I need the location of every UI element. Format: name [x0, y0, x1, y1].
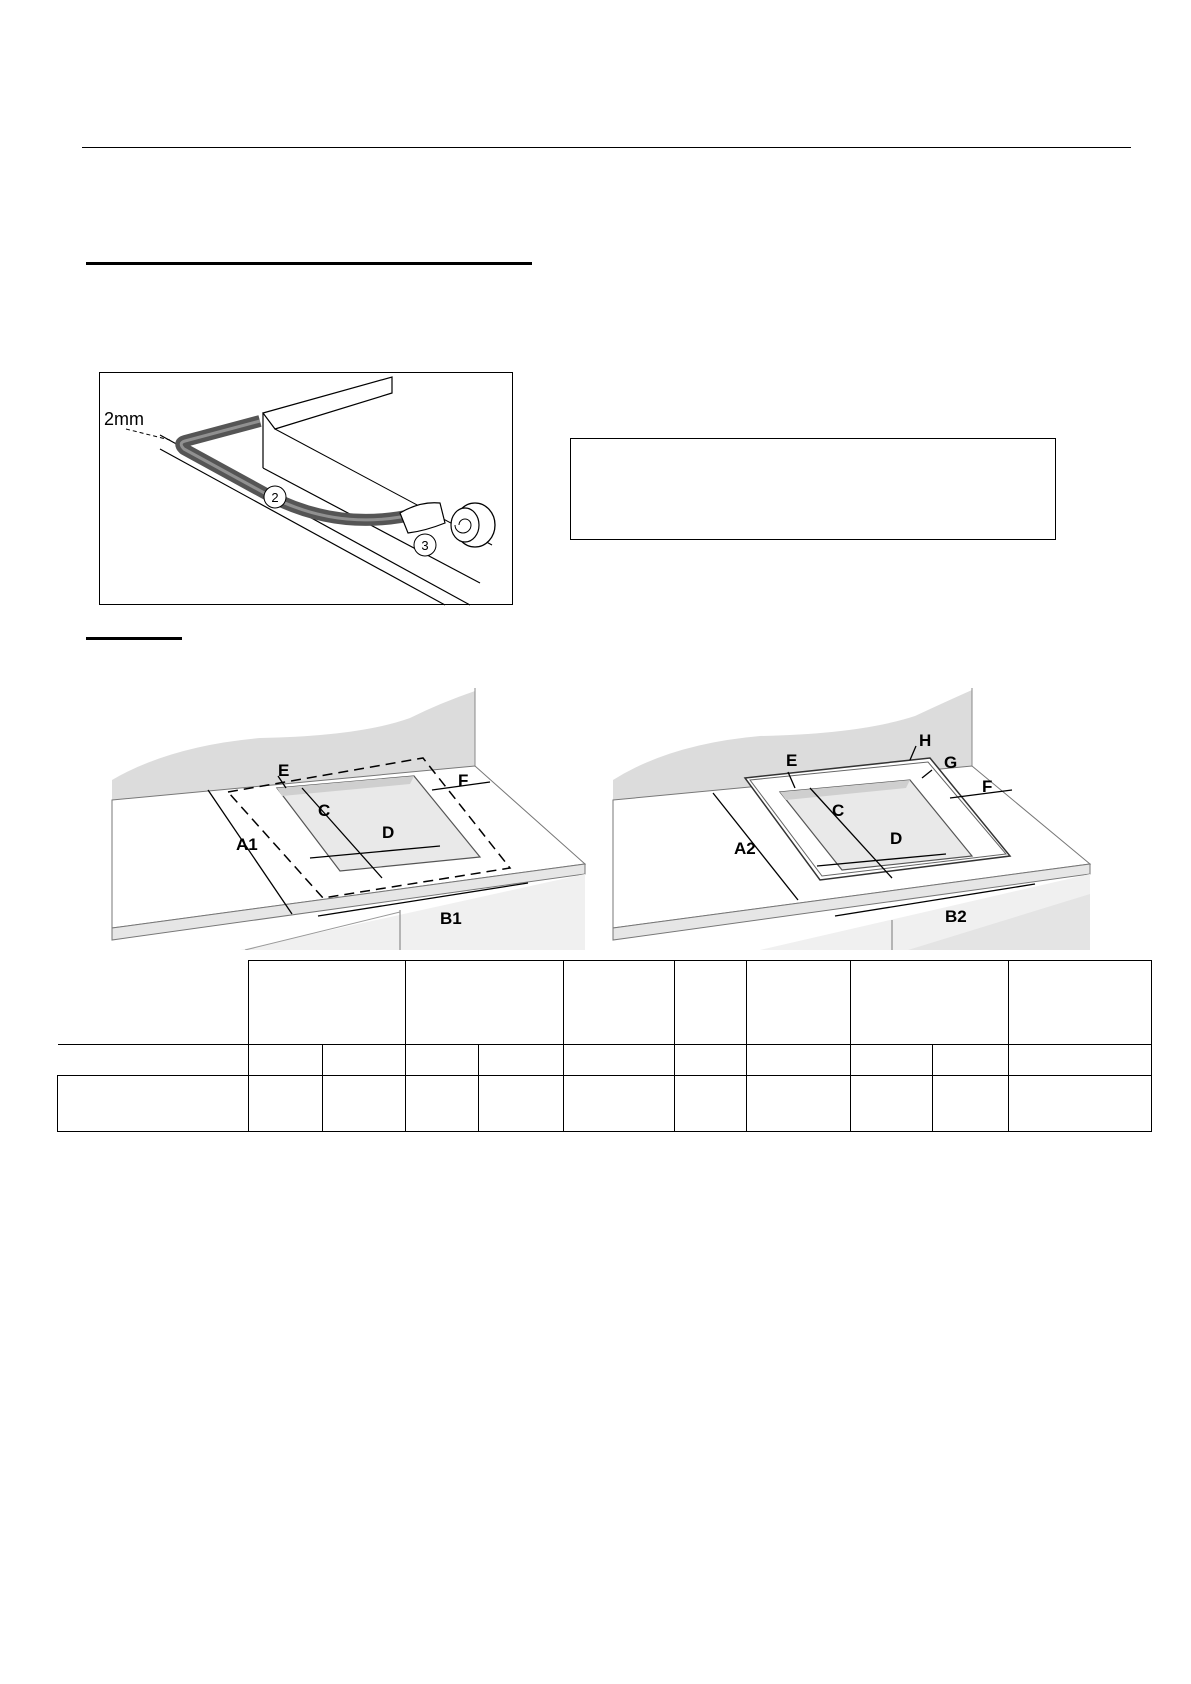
label-E: E — [786, 751, 798, 770]
seal-installation-figure — [99, 372, 513, 605]
callout-2 — [264, 486, 286, 508]
table-cell — [747, 1076, 851, 1132]
label-D: D — [382, 823, 395, 842]
cutout-diagram-a — [110, 688, 590, 950]
table-cell — [933, 1076, 1009, 1132]
section-heading-underline — [86, 262, 532, 265]
table-header-cell — [406, 961, 564, 1045]
table-subheader-cell — [1009, 1045, 1152, 1076]
table-header-cell — [747, 961, 851, 1045]
table-subheader-row — [58, 1045, 1152, 1076]
table-cell — [323, 1076, 406, 1132]
table-subheader-cell — [323, 1045, 406, 1076]
table-cell — [249, 1076, 323, 1132]
svg-text:2: 2 — [271, 490, 279, 505]
label-A1: A1 — [236, 835, 258, 854]
table-header-cell — [1009, 961, 1152, 1045]
table-header-cell — [249, 961, 406, 1045]
table-row — [58, 1076, 1152, 1132]
label-E: E — [278, 761, 290, 780]
table-subheader-cell — [851, 1045, 933, 1076]
label-G: G — [944, 753, 958, 772]
table-header-cell — [851, 961, 1009, 1045]
label-C: C — [832, 801, 845, 820]
table-header-cell — [675, 961, 747, 1045]
table-corner-cell — [58, 1045, 249, 1076]
cutout-diagram-b — [610, 688, 1108, 950]
label-A2: A2 — [734, 839, 756, 858]
table-cell — [479, 1076, 564, 1132]
svg-text:3: 3 — [421, 538, 429, 553]
table-cell — [675, 1076, 747, 1132]
table-cell — [564, 1076, 675, 1132]
label-B2: B2 — [945, 907, 967, 926]
label-B1: B1 — [440, 909, 462, 928]
dimensions-table — [57, 960, 1152, 1132]
label-H: H — [919, 731, 932, 750]
gap-label: 2mm — [104, 409, 144, 429]
table-cell — [406, 1076, 479, 1132]
note-box — [570, 438, 1056, 540]
label-F: F — [982, 777, 993, 796]
table-subheader-cell — [406, 1045, 479, 1076]
header-rule — [82, 147, 1131, 148]
table-cell — [1009, 1076, 1152, 1132]
dimensions-heading-underline — [86, 637, 182, 640]
table-subheader-cell — [249, 1045, 323, 1076]
table-header-row — [58, 961, 1152, 1045]
table-subheader-cell — [675, 1045, 747, 1076]
table-header-cell — [564, 961, 675, 1045]
label-C: C — [318, 801, 331, 820]
table-subheader-cell — [747, 1045, 851, 1076]
table-subheader-cell — [564, 1045, 675, 1076]
table-cell — [851, 1076, 933, 1132]
table-corner-cell — [58, 961, 249, 1045]
label-F: F — [458, 771, 469, 790]
table-subheader-cell — [479, 1045, 564, 1076]
label-D: D — [890, 829, 903, 848]
callout-3 — [414, 534, 436, 556]
table-subheader-cell — [933, 1045, 1009, 1076]
table-row-label-cell — [58, 1076, 249, 1132]
